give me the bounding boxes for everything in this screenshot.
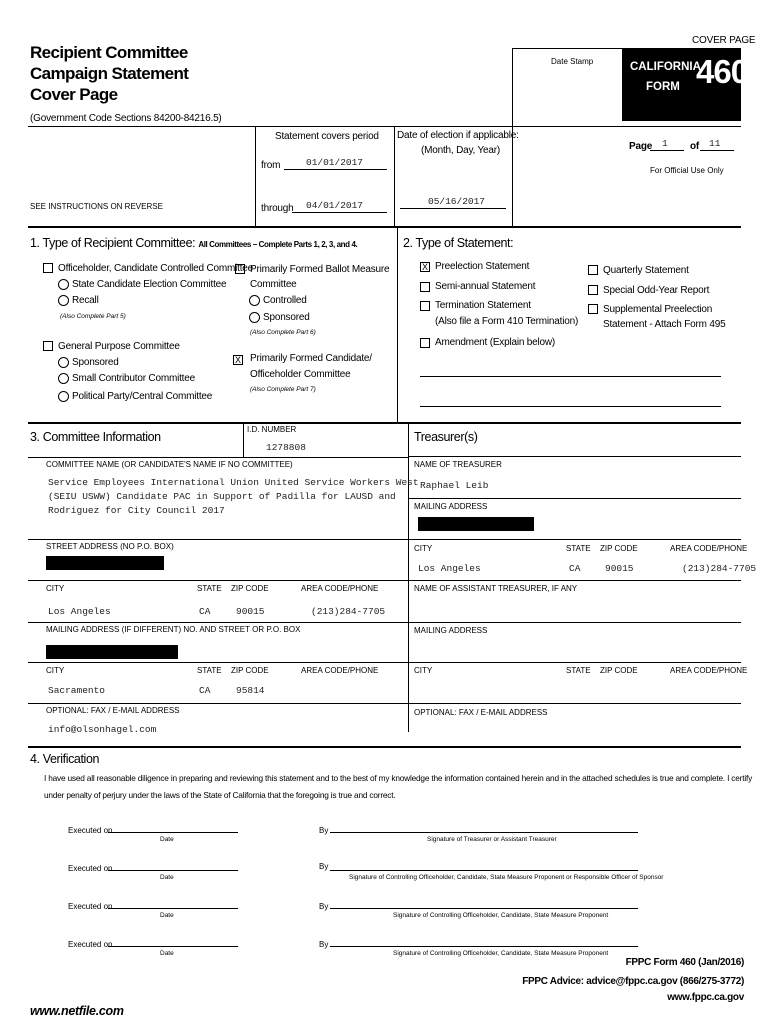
- treasurer-zip-label: ZIP CODE: [600, 544, 638, 553]
- termination-checkbox[interactable]: [420, 301, 430, 311]
- section1-subtitle: All Committees – Complete Parts 1, 2, 3, and 4.: [198, 240, 358, 249]
- section1-heading: [30, 236, 357, 250]
- of-label: of: [690, 141, 700, 152]
- california-form-box: [622, 48, 749, 121]
- assistant-treasurer-label: NAME OF ASSISTANT TREASURER, IF ANY: [414, 584, 578, 593]
- special-odd-checkbox[interactable]: [588, 285, 598, 295]
- signature-line-3[interactable]: [330, 908, 638, 909]
- gp-sponsored-radio[interactable]: [58, 357, 69, 368]
- form-title: [30, 42, 188, 105]
- mailing-address-label: MAILING ADDRESS (IF DIFFERENT) NO. AND STREET OR P.O. BOX: [46, 625, 301, 634]
- executed-on-1: Executed on: [68, 826, 113, 835]
- city-value[interactable]: Los Angeles: [48, 606, 111, 617]
- treasurer-heading: Treasurer(s): [414, 430, 478, 444]
- email-value[interactable]: info@olsonhagel.com: [48, 724, 157, 735]
- quarterly-label: Quarterly Statement: [603, 265, 689, 276]
- from-date[interactable]: 01/01/2017: [306, 157, 364, 168]
- recall-radio[interactable]: [58, 295, 69, 306]
- by-label-2: By: [319, 862, 329, 871]
- section3-heading: 3. Committee Information: [30, 430, 161, 444]
- mail-phone-label: AREA CODE/PHONE: [301, 666, 379, 675]
- state-value[interactable]: CA: [199, 606, 211, 617]
- amendment-checkbox[interactable]: [420, 338, 430, 348]
- fppc-website[interactable]: www.fppc.ca.gov: [667, 992, 744, 1003]
- redacted-mailing-address: [46, 645, 178, 659]
- bm-controlled-radio[interactable]: [249, 295, 260, 306]
- termination-label: Termination Statement: [435, 300, 531, 311]
- date-label-4: Date: [160, 950, 174, 957]
- supplemental-checkbox[interactable]: [588, 304, 598, 314]
- section4-heading: 4. Verification: [30, 752, 100, 766]
- ballot-measure-label-1: Primarily Formed Ballot Measure: [250, 264, 390, 275]
- ballot-measure-checkbox[interactable]: [235, 264, 245, 274]
- city-label: CITY: [46, 584, 65, 593]
- bm-controlled-label: Controlled: [263, 295, 307, 306]
- supplemental-label-2: Statement - Attach Form 495: [603, 319, 726, 330]
- political-party-label: Political Party/Central Committee: [72, 391, 213, 402]
- title-line-2: Campaign Statement: [30, 64, 189, 83]
- officeholder-checkbox[interactable]: [43, 263, 53, 273]
- special-odd-label: Special Odd-Year Report: [603, 285, 710, 296]
- verification-text-1: I have used all reasonable diligence in preparing and reviewing this statement and to the best of my knowledge the information contained herein and in the attached schedules is true and complete. I certify: [44, 773, 753, 783]
- election-sub: (Month, Day, Year): [421, 145, 501, 156]
- date-line-1[interactable]: [108, 832, 238, 833]
- quarterly-checkbox[interactable]: [588, 265, 598, 275]
- assistant-city-label: CITY: [414, 666, 433, 675]
- primarily-candidate-label-2: Officeholder Committee: [250, 369, 351, 380]
- primarily-candidate-checkbox[interactable]: X: [234, 355, 241, 365]
- california-label: CALIFORNIA: [630, 61, 701, 73]
- small-contributor-radio[interactable]: [58, 373, 69, 384]
- zip-value[interactable]: 90015: [236, 606, 265, 617]
- from-label: from: [261, 160, 281, 171]
- election-date[interactable]: 05/16/2017: [428, 196, 486, 207]
- date-line-4[interactable]: [108, 946, 238, 947]
- mail-zip-label: ZIP CODE: [231, 666, 269, 675]
- through-date[interactable]: 04/01/2017: [306, 200, 364, 211]
- treasurer-phone-value[interactable]: (213)284-7705: [682, 563, 757, 574]
- treasurer-zip-value[interactable]: 90015: [605, 563, 634, 574]
- signature-caption-4: Signature of Controlling Officeholder, Candidate, State Measure Proponent: [393, 950, 609, 957]
- treasurer-state-value[interactable]: CA: [569, 563, 581, 574]
- also-part7: (Also Complete Part 7): [250, 386, 316, 393]
- date-stamp-label: Date Stamp: [551, 57, 594, 66]
- official-use: For Official Use Only: [650, 166, 724, 175]
- state-candidate-radio[interactable]: [58, 279, 69, 290]
- preelection-label: Preelection Statement: [435, 261, 530, 272]
- executed-on-3: Executed on: [68, 902, 113, 911]
- treasurer-mailing-label: MAILING ADDRESS: [414, 502, 488, 511]
- by-label-4: By: [319, 940, 329, 949]
- id-label: I.D. NUMBER: [247, 425, 297, 434]
- assistant-state-label: STATE: [566, 666, 591, 675]
- assistant-zip-label: ZIP CODE: [600, 666, 638, 675]
- fppc-advice: FPPC Advice: advice@fppc.ca.gov (866/275-3772): [522, 976, 744, 987]
- committee-name-line-2: (SEIU USWW) Candidate PAC in Support of Padilla for LAUSD and: [48, 491, 396, 502]
- title-line-3: Cover Page: [30, 85, 118, 104]
- also-part6: (Also Complete Part 6): [250, 329, 316, 336]
- state-candidate-label: State Candidate Election Committee: [72, 279, 227, 290]
- political-party-radio[interactable]: [58, 391, 69, 402]
- executed-on-2: Executed on: [68, 864, 113, 873]
- mail-state-label: STATE: [197, 666, 222, 675]
- signature-caption-1: Signature of Treasurer or Assistant Treasurer: [427, 836, 557, 843]
- also-part5: (Also Complete Part 5): [60, 313, 126, 320]
- treasurer-phone-label: AREA CODE/PHONE: [670, 544, 748, 553]
- by-label-1: By: [319, 826, 329, 835]
- verification-text-2: under penalty of perjury under the laws of the State of California that the foregoing is true and correct.: [44, 790, 396, 800]
- assistant-phone-label: AREA CODE/PHONE: [670, 666, 748, 675]
- netfile-link[interactable]: www.netfile.com: [30, 1004, 124, 1018]
- signature-line-4[interactable]: [330, 946, 638, 947]
- treasurer-city-value[interactable]: Los Angeles: [418, 563, 481, 574]
- street-address-label: STREET ADDRESS (NO P.O. BOX): [46, 542, 174, 551]
- cover-page-label: COVER PAGE: [692, 35, 756, 46]
- mail-city-label: CITY: [46, 666, 65, 675]
- id-number[interactable]: 1278808: [266, 442, 306, 453]
- semiannual-label: Semi-annual Statement: [435, 281, 536, 292]
- date-label-3: Date: [160, 912, 174, 919]
- form-version: FPPC Form 460 (Jan/2016): [625, 957, 744, 968]
- date-label-2: Date: [160, 874, 174, 881]
- see-instructions: SEE INSTRUCTIONS ON REVERSE: [30, 202, 163, 211]
- general-purpose-label: General Purpose Committee: [58, 341, 180, 352]
- mail-zip-value[interactable]: 95814: [236, 685, 265, 696]
- executed-on-4: Executed on: [68, 940, 113, 949]
- preelection-checkbox[interactable]: X: [421, 262, 428, 272]
- election-label: Date of election if applicable:: [397, 130, 519, 141]
- signature-caption-2: Signature of Controlling Officeholder, Candidate, State Measure Proponent or Responsible Officer of Sponsor: [349, 874, 664, 881]
- recall-label: Recall: [72, 295, 99, 306]
- gp-sponsored-label: Sponsored: [72, 357, 119, 368]
- committee-name-value[interactable]: [48, 476, 419, 518]
- phone-value[interactable]: (213)284-7705: [311, 606, 386, 617]
- title-line-1: Recipient Committee: [30, 43, 188, 62]
- phone-label: AREA CODE/PHONE: [301, 584, 379, 593]
- redacted-street-address: [46, 556, 164, 570]
- supplemental-label-1: Supplemental Preelection: [603, 304, 713, 315]
- amendment-label: Amendment (Explain below): [435, 337, 556, 348]
- mail-state-value[interactable]: CA: [199, 685, 211, 696]
- treasurer-city-label: CITY: [414, 544, 433, 553]
- treasurer-name-value[interactable]: Raphael Leib: [420, 480, 489, 491]
- committee-name-line-1: Service Employees International Union United Service Workers West: [48, 477, 419, 488]
- assistant-mailing-label: MAILING ADDRESS: [414, 626, 488, 635]
- section1-title: 1. Type of Recipient Committee:: [30, 236, 196, 250]
- page-label: Page: [629, 141, 653, 152]
- state-label: STATE: [197, 584, 222, 593]
- page-number[interactable]: 1: [662, 138, 668, 149]
- signature-line-2[interactable]: [330, 870, 638, 871]
- committee-name-label: COMMITTEE NAME (OR CANDIDATE'S NAME IF NO COMMITTEE): [46, 460, 293, 469]
- treasurer-state-label: STATE: [566, 544, 591, 553]
- page-total[interactable]: 11: [709, 138, 721, 149]
- ballot-measure-label-2: Committee: [250, 279, 297, 290]
- redacted-treasurer-address: [418, 517, 534, 531]
- committee-name-line-3: Rodriguez for City Council 2017: [48, 505, 225, 516]
- mail-city-value[interactable]: Sacramento: [48, 685, 106, 696]
- date-label-1: Date: [160, 836, 174, 843]
- form-number: 460: [696, 53, 749, 90]
- termination-sub: (Also file a Form 410 Termination): [435, 316, 579, 327]
- treasurer-name-label: NAME OF TREASURER: [414, 460, 502, 469]
- amendment-explain-line-1[interactable]: [420, 376, 721, 377]
- bm-sponsored-label: Sponsored: [263, 312, 310, 323]
- form-label: FORM: [646, 81, 680, 93]
- signature-line-1[interactable]: [330, 832, 638, 833]
- small-contributor-label: Small Contributor Committee: [72, 373, 195, 384]
- period-label: Statement covers period: [275, 131, 379, 142]
- amendment-explain-line-2[interactable]: [420, 406, 721, 407]
- signature-caption-3: Signature of Controlling Officeholder, Candidate, State Measure Proponent: [393, 912, 609, 919]
- date-line-2[interactable]: [108, 870, 238, 871]
- date-line-3[interactable]: [108, 908, 238, 909]
- section2-heading: 2. Type of Statement:: [403, 236, 514, 250]
- zip-label: ZIP CODE: [231, 584, 269, 593]
- treasurer-optional-label: OPTIONAL: FAX / E-MAIL ADDRESS: [414, 708, 548, 717]
- through-label: through: [261, 203, 294, 214]
- officeholder-label: Officeholder, Candidate Controlled Committee: [58, 263, 254, 274]
- semiannual-checkbox[interactable]: [420, 282, 430, 292]
- primarily-candidate-label-1: Primarily Formed Candidate/: [250, 353, 372, 364]
- general-purpose-checkbox[interactable]: [43, 341, 53, 351]
- gov-code: (Government Code Sections 84200-84216.5): [30, 113, 222, 124]
- bm-sponsored-radio[interactable]: [249, 312, 260, 323]
- optional-email-label: OPTIONAL: FAX / E-MAIL ADDRESS: [46, 706, 180, 715]
- by-label-3: By: [319, 902, 329, 911]
